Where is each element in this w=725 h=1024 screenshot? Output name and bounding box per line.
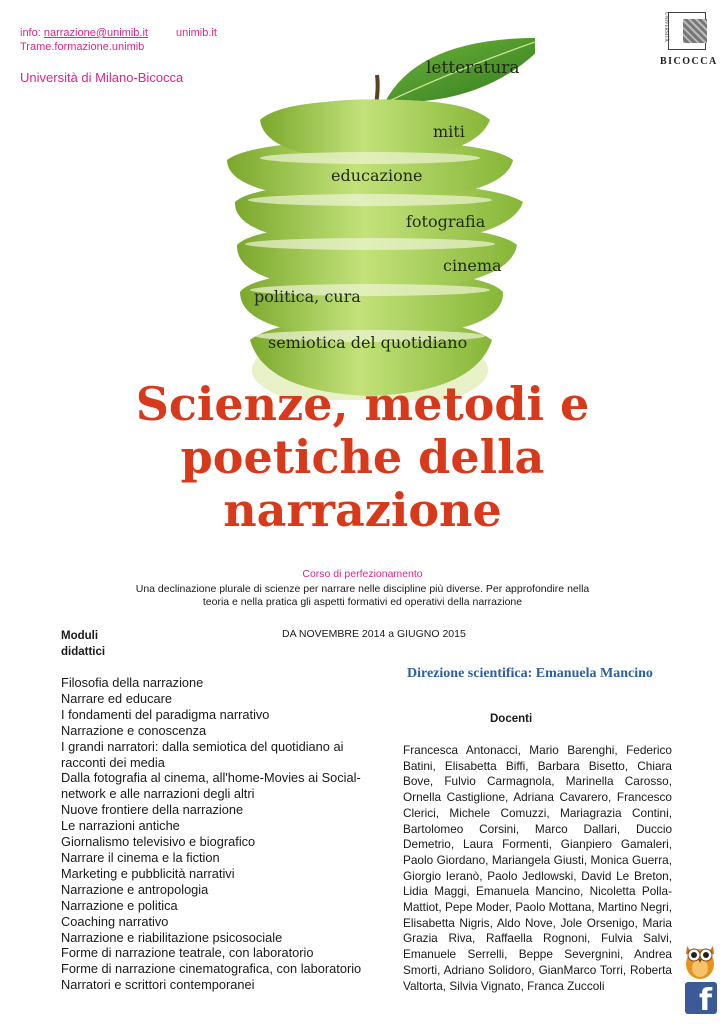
list-item: Le narrazioni antiche bbox=[61, 818, 180, 834]
list-item: Filosofia della narrazione bbox=[61, 675, 204, 690]
list-item: Coaching narrativo bbox=[61, 913, 169, 929]
facebook-icon[interactable]: f bbox=[685, 982, 717, 1014]
scientific-direction: Direzione scientifica: Emanuela Mancino bbox=[407, 666, 653, 681]
logo-frame bbox=[668, 12, 706, 50]
info-label: info: bbox=[20, 27, 44, 39]
docenti-list: Francesca Antonacci, Mario Barenghi, Federico Batini, Elisabetta Biffi, Barbara Bisetto, Chiara Bove, Fulvio Carmagnola, Marinella Carosso, Ornella Castiglione, Adriana Cavarero, Francesco Clerici, Michele Comuzzi, Mariagrazia Contini, Bartolomeo Corsini, Marco Dallari, Duccio Demetrio, Laura Formenti, Gianpiero Gamaleri, Paolo Giordano, Mariangela Giusti, Monica Guerra, Giorgio Ieranò, Paolo Jedlowski, David Le Breton, Lidia Maggi, Emanuela Mancino, Nicoletta Polla-Mattiot, Pepe Moder, Paolo Mottana, Martino Negri, Elisabetta Nigris, Aldo Nove, Jole Orsenigo, Maria Grazia Riva, Raffaella Rognoni, Fulvia Salvi, Emanuele Serrelli, Beppe Severgnini, Andrea Smorti, Adriano Solidoro, GianMarco Torri, Roberta Valtorta, Silvia Vignato, Franca Zuccoli bbox=[403, 743, 672, 993]
list-item: Giornalismo televisivo e biografico bbox=[61, 834, 256, 850]
list-item: Forme di narrazione teatrale, con laboratorio bbox=[61, 945, 314, 961]
apple-illustration bbox=[205, 30, 535, 400]
apple-word-semiotica: semiotica del quotidiano bbox=[268, 333, 468, 352]
list-item: I grandi narratori: dalla semiotica del quotidiano ai racconti dei media bbox=[61, 738, 344, 770]
university-name: Università di Milano-Bicocca bbox=[20, 70, 184, 85]
course-dates: DA NOVEMBRE 2014 a GIUGNO 2015 bbox=[282, 628, 466, 640]
list-item: Narrazione e antropologia bbox=[61, 881, 209, 897]
contact-info bbox=[20, 26, 217, 54]
course-type: Corso di perfezionamento bbox=[302, 568, 423, 580]
apple-word-letteratura: letteratura bbox=[426, 58, 520, 78]
title-line-1: Scienze, metodi e bbox=[135, 377, 590, 431]
docenti-heading: Docenti bbox=[490, 713, 533, 725]
list-item: Narratori e scrittori contemporanei bbox=[61, 977, 255, 993]
email-link[interactable]: narrazione@unimib.it bbox=[43, 27, 148, 39]
owl-icon bbox=[683, 938, 717, 980]
university-logo bbox=[660, 12, 716, 74]
list-item: Narrazione e riabilitazione psicosociale bbox=[61, 929, 283, 945]
list-item: I fondamenti del paradigma narrativo bbox=[61, 706, 270, 722]
trame-link[interactable]: Trame.formazione.unimib bbox=[20, 41, 145, 53]
poster-title bbox=[0, 378, 725, 537]
list-item: Narrare il cinema e la fiction bbox=[61, 849, 220, 865]
list-item: Marketing e pubblicità narrativi bbox=[61, 865, 235, 881]
apple-word-miti: miti bbox=[433, 122, 465, 141]
list-item: Forme di narrazione cinematografica, con laboratorio bbox=[61, 961, 362, 977]
list-item: Narrazione e conoscenza bbox=[61, 722, 207, 738]
logo-name: BICOCCA bbox=[660, 56, 718, 67]
list-item: Nuove frontiere della narrazione bbox=[61, 802, 244, 818]
apple-word-cinema: cinema bbox=[443, 256, 502, 275]
modules-list bbox=[61, 675, 381, 993]
site-link[interactable]: unimib.it bbox=[175, 27, 217, 39]
list-item: Narrazione e politica bbox=[61, 897, 178, 913]
apple-word-fotografia: fotografia bbox=[406, 212, 486, 231]
course-description: Una declinazione plurale di scienze per narrare nelle discipline più diverse. Per approfondire nella teoria e nella pratica gli aspetti formativi ed operativi della narrazione bbox=[135, 583, 590, 608]
title-line-3: narrazione bbox=[223, 483, 502, 537]
logo-vertical-text: UNIVERSITÀ bbox=[663, 12, 668, 42]
apple-word-politica: politica, cura bbox=[254, 287, 361, 306]
list-item: Dalla fotografia al cinema, all'home-Movies ai Social-network e alle narrazioni degli altri bbox=[61, 770, 361, 802]
modules-heading: Moduli didattici bbox=[61, 630, 106, 658]
apple-word-educazione: educazione bbox=[331, 166, 423, 185]
list-item: Narrare ed educare bbox=[61, 690, 172, 706]
logo-square-icon bbox=[683, 19, 707, 43]
title-line-2: poetiche della bbox=[180, 430, 545, 484]
